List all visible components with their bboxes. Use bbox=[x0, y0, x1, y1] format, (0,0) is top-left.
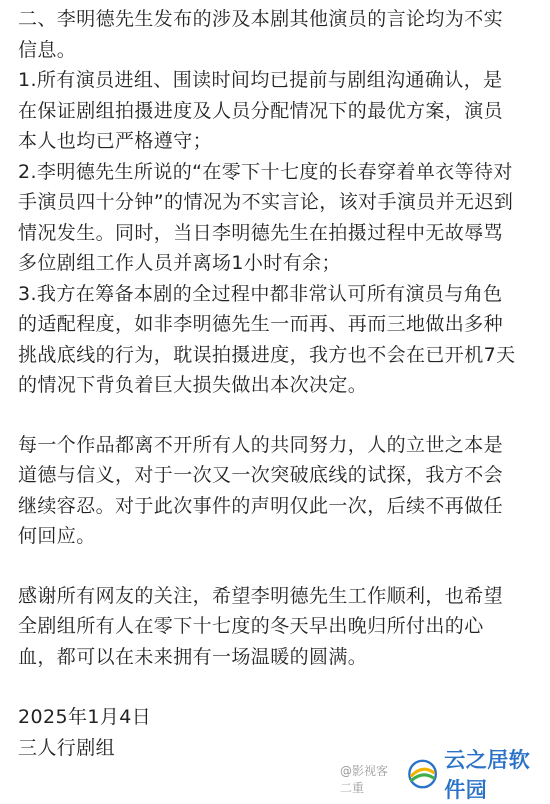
statement-line: 情况发生。同时，当日李明德先生在拍摄过程中无故辱骂 bbox=[18, 221, 504, 244]
statement-line: 血，都可以在未来拥有一场温暖的圆满。 bbox=[18, 645, 368, 668]
statement-line: 1.所有演员进组、围读时间均已提前与剧组沟通确认，是 bbox=[18, 69, 503, 91]
statement-line: 3.我方在筹备本剧的全过程中都非常认可所有演员与角色 bbox=[18, 282, 503, 305]
statement-line: 感谢所有网友的关注，希望李明德先生工作顺利，也希望 bbox=[18, 584, 504, 607]
site-logo-icon bbox=[407, 755, 438, 793]
statement-signature: 三人行剧组 bbox=[18, 736, 116, 759]
statement-line: 每一个作品都离不开所有人的共同努力，人的立世之本是 bbox=[18, 433, 504, 456]
statement-line: 2.李明德先生所说的“在零下十七度的长春穿着单衣等待对 bbox=[18, 160, 513, 183]
statement-line: 在保证剧组拍摄进度及人员分配情况下的最优方案，演员 bbox=[18, 99, 504, 122]
statement-line: 二、李明德先生发布的涉及本剧其他演员的言论均为不实 bbox=[18, 8, 504, 30]
site-name: 云之居软件园 bbox=[444, 748, 531, 802]
statement-line: 本人也均已严格遵守； bbox=[18, 130, 213, 152]
statement-line: 手演员四十分钟”的情况为不实言论，该对手演员并无迟到 bbox=[18, 191, 514, 213]
statement-line: 信息。 bbox=[18, 38, 77, 61]
statement-line: 何回应。 bbox=[18, 525, 96, 547]
statement-line: 继续容忍。对于此次事件的声明仅此一次，后续不再做任 bbox=[18, 494, 504, 517]
statement-line: 挑战底线的行为，耽误拍摄进度，我方也不会在已开机7天 bbox=[18, 343, 516, 366]
statement-line: 的情况下背负着巨大损失做出本次决定。 bbox=[18, 374, 368, 396]
statement-date: 2025年1月4日 bbox=[18, 706, 152, 728]
statement-line: 多位剧组工作人员并离场1小时有余； bbox=[18, 252, 341, 274]
statement-body bbox=[18, 4, 538, 763]
watermark bbox=[340, 748, 550, 802]
weibo-handle: @影视客二重 bbox=[340, 764, 389, 795]
statement-line: 全剧组所有人在零下十七度的冬天早出晚归所付出的心 bbox=[18, 615, 484, 637]
statement-line: 的适配程度，如非李明德先生一而再、再而三地做出多种 bbox=[18, 313, 504, 335]
statement-line: 道德与信义，对于一次又一次突破底线的试探，我方不会 bbox=[18, 464, 504, 486]
